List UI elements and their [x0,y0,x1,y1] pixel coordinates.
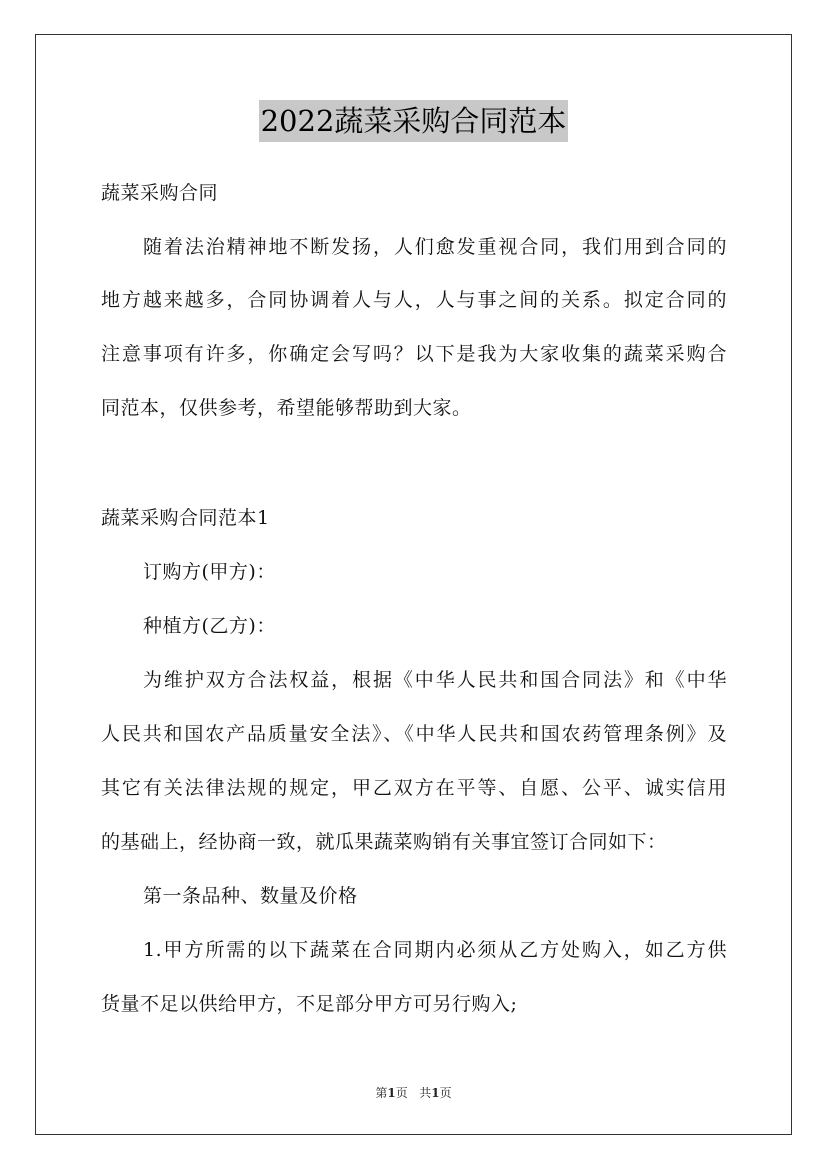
footer-page-prefix: 第 [375,1086,388,1100]
title-container [0,100,827,142]
document-title: 2022蔬菜采购合同范本 [259,100,569,142]
intro-line-2: 地方越来越多，合同协调着人与人，人与事之间的关系。拟定合同的 [101,289,727,311]
clause-1-line-1: 1.甲方所需的以下蔬菜在合同期内必须从乙方处购入，如乙方供 [143,939,727,961]
preamble-line-2: 人民共和国农产品质量安全法》、《中华人民共和国农药管理条例》及 [101,723,727,745]
intro-line-1: 随着法治精神地不断发扬，人们愈发重视合同，我们用到合同的 [143,236,727,258]
article-1-heading: 第一条品种、数量及价格 [143,885,358,907]
footer-page-mid: 页 共 [395,1086,432,1100]
footer-page-number: 1 [387,1086,396,1100]
page-footer [0,1084,827,1101]
intro-line-3: 注意事项有许多，你确定会写吗？以下是我为大家收集的蔬菜采购合 [101,343,727,365]
footer-page-suffix: 页 [439,1086,452,1100]
footer-page-total: 1 [431,1086,440,1100]
document-heading: 蔬菜采购合同 [101,182,219,204]
intro-line-4: 同范本，仅供参考，希望能够帮助到大家。 [101,397,472,419]
clause-1-line-2: 货量不足以供给甲方，不足部分甲方可另行购入; [101,993,518,1015]
preamble-line-1: 为维护双方合法权益，根据《中华人民共和国合同法》和《中华 [143,669,727,691]
party-b-line: 种植方(乙方)： [143,615,276,637]
party-a-line: 订购方(甲方)： [143,561,276,583]
preamble-line-3: 其它有关法律法规的规定，甲乙双方在平等、自愿、公平、诚实信用 [101,777,727,799]
section-title: 蔬菜采购合同范本1 [101,507,270,529]
preamble-line-4: 的基础上，经协商一致，就瓜果蔬菜购销有关事宜签订合同如下： [101,831,667,853]
